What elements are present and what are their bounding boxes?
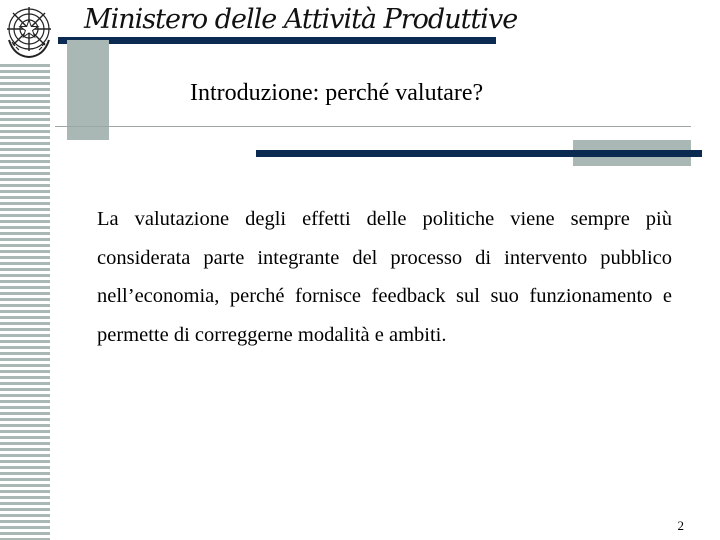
header-accent-block	[67, 40, 109, 140]
slide-body-text: La valutazione degli effetti delle politiche viene sempre più considerata parte integrante del processo di intervento pubblico nell’economia, perché fornisce feedback sul suo funzionamento e permette di correggerne modalità e ambiti.	[97, 208, 672, 346]
title-underline-bar	[256, 150, 702, 157]
slide-title: Introduzione: perché valutare?	[190, 80, 484, 106]
ministry-name: Ministero delle Attività Produttive	[84, 4, 518, 35]
page-number: 2	[677, 518, 684, 533]
decorative-stripes	[0, 64, 50, 540]
divider-line	[55, 126, 691, 127]
italian-republic-emblem-icon	[4, 2, 54, 60]
header-bar	[58, 37, 496, 44]
